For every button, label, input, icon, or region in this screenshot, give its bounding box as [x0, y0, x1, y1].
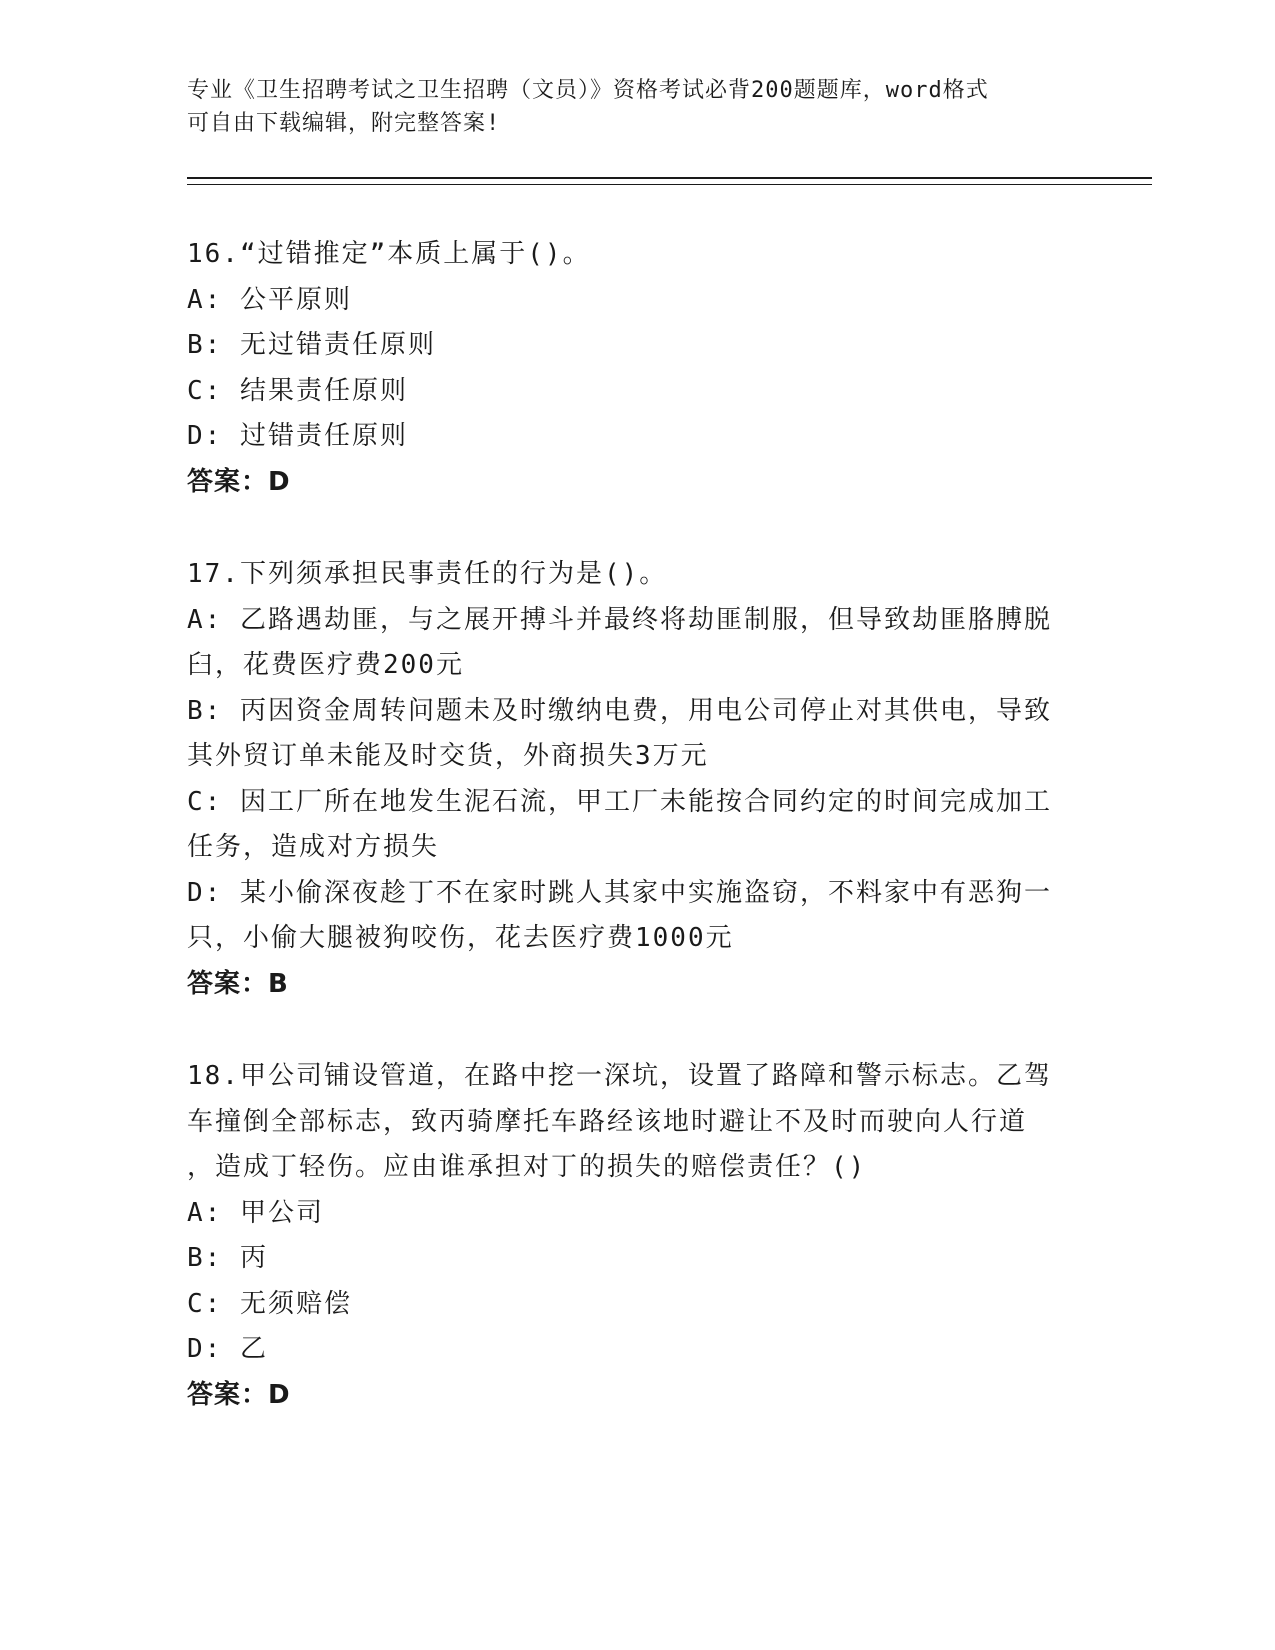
question-block	[187, 1054, 1087, 1418]
answer-option: 臼，花费医疗费200元	[187, 650, 464, 680]
answer-option: B: 无过错责任原则	[187, 330, 436, 360]
question-block	[187, 232, 1087, 505]
answer-option: D: 某小偷深夜趁丁不在家时跳人其家中实施盗窃，不料家中有恶狗一	[187, 877, 1052, 908]
header-line-2: 可自由下载编辑，附完整答案!	[187, 111, 501, 136]
answer-key: 答案：D	[187, 1379, 291, 1410]
document-header	[187, 74, 1087, 140]
question-stem: 16.“过错推定”本质上属于()。	[187, 239, 591, 269]
answer-option: 只，小偷大腿被狗咬伤，花去医疗费1000元	[187, 923, 734, 953]
answer-key: 答案：B	[187, 968, 289, 999]
question-stem: 车撞倒全部标志，致丙骑摩托车路经该地时避让不及时而驶向人行道	[187, 1106, 1028, 1137]
answer-option: 任务，造成对方损失	[187, 832, 440, 862]
answer-option: D: 过错责任原则	[187, 421, 408, 451]
answer-option: 其外贸订单未能及时交货，外商损失3万元	[187, 741, 709, 771]
answer-option: A: 甲公司	[187, 1197, 324, 1228]
question-stem: ，造成丁轻伤。应由谁承担对丁的损失的赔偿责任？()	[187, 1152, 867, 1182]
answer-option: C: 无须赔偿	[187, 1288, 352, 1319]
answer-option: C: 因工厂所在地发生泥石流，甲工厂未能按合同约定的时间完成加工	[187, 786, 1052, 817]
question-stem: 18.甲公司铺设管道，在路中挖一深坑，设置了路障和警示标志。乙驾	[187, 1061, 1052, 1091]
answer-option: D: 乙	[187, 1334, 268, 1364]
header-divider	[187, 177, 1152, 185]
question-list	[187, 232, 1087, 1465]
answer-option: B: 丙	[187, 1243, 268, 1273]
question-block	[187, 552, 1087, 1007]
answer-option: C: 结果责任原则	[187, 375, 408, 406]
answer-key: 答案：D	[187, 466, 291, 497]
question-stem: 17.下列须承担民事责任的行为是()。	[187, 559, 668, 589]
answer-option: A: 公平原则	[187, 284, 352, 315]
answer-option: A: 乙路遇劫匪，与之展开搏斗并最终将劫匪制服，但导致劫匪胳膊脱	[187, 604, 1052, 635]
answer-option: B: 丙因资金周转问题未及时缴纳电费，用电公司停止对其供电，导致	[187, 695, 1052, 726]
header-line-1: 专业《卫生招聘考试之卫生招聘（文员）》资格考试必背200题题库，word格式	[187, 78, 989, 103]
